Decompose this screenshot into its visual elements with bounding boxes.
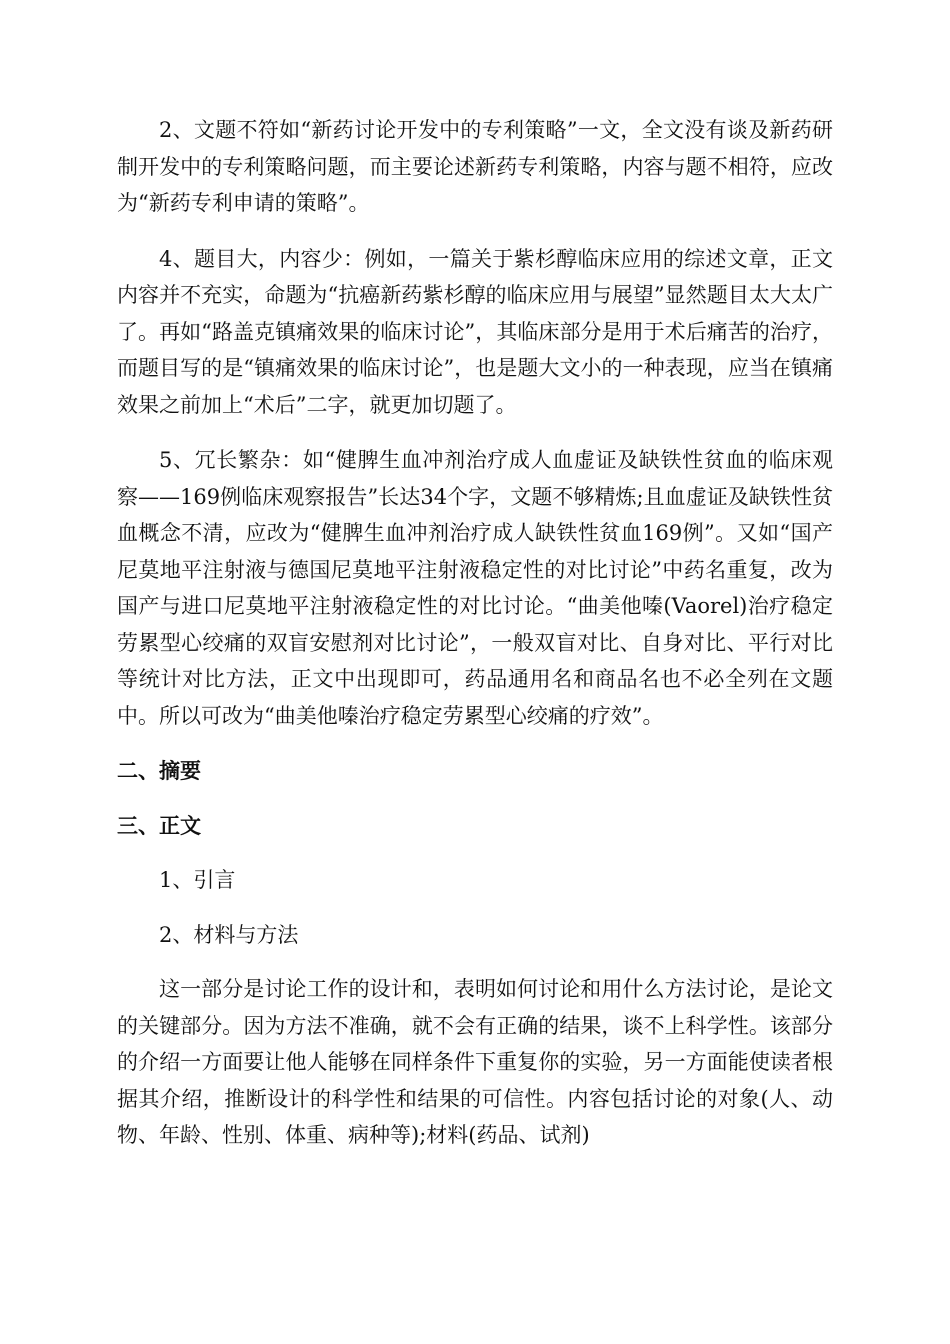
- paragraph-title-too-long: 5、冗长繁杂：如“健脾生血冲剂治疗成人血虚证及缺铁性贫血的临床观察——169例临床观察报告”长达34个字，文题不够精炼;且血虚证及缺铁性贫血概念不清，应改为“健脾生血冲剂治疗成人缺铁性贫血169例”。又如“国产尼莫地平注射液与德国尼莫地平注射液稳定性的对比讨论”中药名重复，改为国产与进口尼莫地平注射液稳定性的对比讨论。“曲美他嗪(Vaorel)治疗稳定劳累型心绞痛的双盲安慰剂对比讨论”，一般双盲对比、自身对比、平行对比等统计对比方法，正文中出现即可，药品通用名和商品名也不必全列在文题中。所以可改为“曲美他嗪治疗稳定劳累型心绞痛的疗效”。: [117, 448, 833, 728]
- section-heading-abstract: 二、摘要: [117, 759, 201, 783]
- document-page: [117, 112, 833, 1173]
- paragraph-title-mismatch: 2、文题不符如“新药讨论开发中的专利策略”一文，全文没有谈及新药研制开发中的专利策略问题，而主要论述新药专利策略，内容与题不相符，应改为“新药专利申请的策略”。: [117, 118, 833, 215]
- paragraph-title-too-broad: 4、题目大，内容少：例如，一篇关于紫杉醇临床应用的综述文章，正文内容并不充实，命题为“抗癌新药紫杉醇的临床应用与展望”显然题目太大太广了。再如“路盖克镇痛效果的临床讨论”，其临床部分是用于术后痛苦的治疗，而题目写的是“镇痛效果的临床讨论”，也是题大文小的一种表现，应当在镇痛效果之前加上“术后”二字，就更加切题了。: [117, 246, 833, 417]
- subheading-materials-methods: 2、材料与方法: [159, 922, 299, 947]
- paragraph-materials-methods: 这一部分是讨论工作的设计和，表明如何讨论和用什么方法讨论，是论文的关键部分。因为方法不准确，就不会有正确的结果，谈不上科学性。该部分的介绍一方面要让他人能够在同样条件下重复你的实验，另一方面能使读者根据其介绍，推断设计的科学性和结果的可信性。内容包括讨论的对象(人、动物、年龄、性别、体重、病种等);材料(药品、试剂): [117, 977, 833, 1147]
- subheading-introduction: 1、引言: [159, 868, 236, 892]
- section-heading-body: 三、正文: [117, 813, 201, 838]
